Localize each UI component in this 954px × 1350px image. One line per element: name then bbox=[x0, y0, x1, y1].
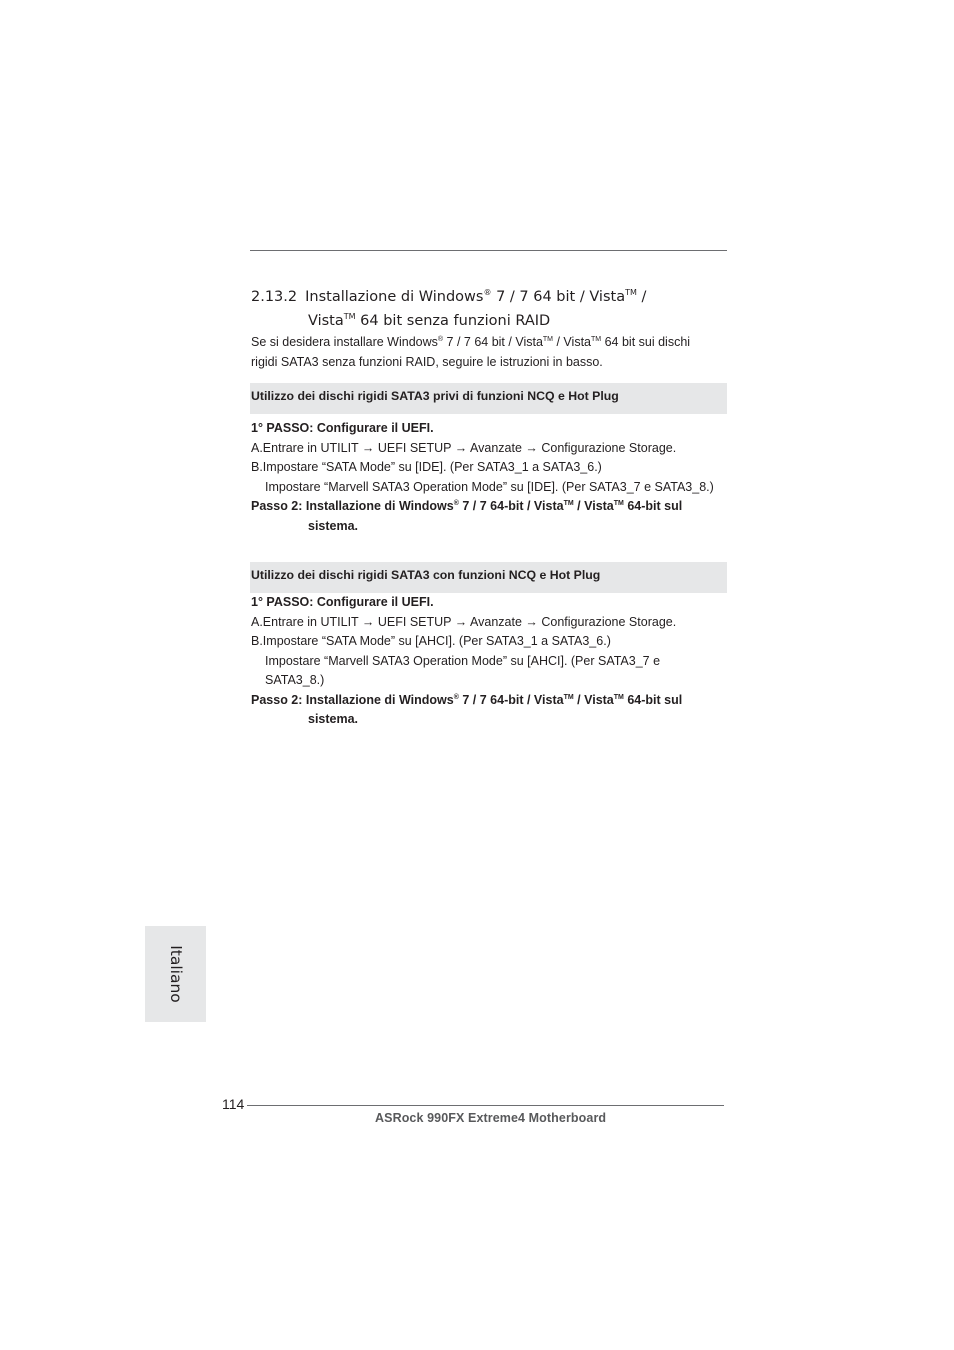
step-1-title: 1° PASSO: Configurare il UEFI. bbox=[251, 421, 434, 435]
trademark-mark: TM bbox=[343, 312, 356, 322]
step-2-text: 64-bit sul bbox=[623, 692, 683, 707]
step-b: B.Impostare “SATA Mode” su [AHCI]. (Per SATA3_1 a SATA3_6.) bbox=[251, 634, 611, 648]
section-heading bbox=[251, 285, 731, 333]
heading-text-4: Vista bbox=[308, 313, 344, 329]
step-2-text: Passo 2: Installazione di Windows bbox=[251, 499, 454, 513]
top-divider bbox=[250, 250, 727, 251]
step-a: A.Entrare in UTILIT → UEFI SETUP → Avanzate → Configurazione Storage. bbox=[251, 614, 677, 629]
step-b-detail: Impostare “Marvell SATA3 Operation Mode” su [IDE]. (Per SATA3_7 e SATA3_8.) bbox=[265, 479, 714, 494]
step-2-text: / Vista bbox=[573, 499, 614, 513]
step-2-continuation: sistema. bbox=[308, 712, 359, 726]
trademark-mark: TM bbox=[563, 693, 574, 701]
trademark-mark: TM bbox=[563, 499, 574, 507]
heading-text-3: / bbox=[636, 289, 647, 305]
heading-text-5: 64 bit senza funzioni RAID bbox=[355, 313, 551, 329]
registered-mark: ® bbox=[453, 693, 459, 701]
heading-text-2: 7 / 7 64 bit / Vista bbox=[491, 289, 626, 305]
section-number: 2.13.2 bbox=[251, 289, 298, 305]
registered-mark: ® bbox=[437, 335, 444, 343]
trademark-mark: TM bbox=[591, 335, 602, 343]
intro-text: / Vista bbox=[553, 335, 591, 349]
step-2-title bbox=[251, 693, 682, 707]
trademark-mark: TM bbox=[613, 499, 624, 507]
step-b-detail-cont: SATA3_8.) bbox=[265, 673, 325, 687]
step-2-text: Passo 2: Installazione di Windows bbox=[251, 692, 454, 707]
language-tab bbox=[145, 926, 206, 1022]
page-number: 114 bbox=[222, 1096, 245, 1112]
step-a: A.Entrare in UTILIT → UEFI SETUP → Avanzate → Configurazione Storage. bbox=[251, 440, 677, 455]
section-band-ide: Utilizzo dei dischi rigidi SATA3 privi di funzioni NCQ e Hot Plug bbox=[250, 383, 727, 414]
registered-mark: ® bbox=[483, 288, 492, 298]
step-b: B.Impostare “SATA Mode” su [IDE]. (Per SATA3_1 a SATA3_6.) bbox=[251, 460, 602, 474]
trademark-mark: TM bbox=[613, 693, 624, 701]
instructions-ahci bbox=[251, 593, 731, 730]
footer-product-name: ASRock 990FX Extreme4 Motherboard bbox=[375, 1111, 607, 1125]
section-band-ahci: Utilizzo dei dischi rigidi SATA3 con funzioni NCQ e Hot Plug bbox=[250, 562, 727, 593]
step-2-text: 64-bit sul bbox=[623, 499, 683, 513]
step-2-text: / Vista bbox=[573, 692, 614, 707]
intro-text: rigidi SATA3 senza funzioni RAID, seguire le istruzioni in basso. bbox=[251, 355, 603, 369]
step-2-continuation: sistema. bbox=[308, 518, 359, 533]
trademark-mark: TM bbox=[625, 288, 637, 298]
instructions-ide bbox=[251, 419, 731, 536]
intro-text: Se si desidera installare Windows bbox=[251, 335, 438, 349]
language-tab-label: Italiano bbox=[166, 945, 185, 1003]
step-2-text: 7 / 7 64-bit / Vista bbox=[458, 499, 564, 513]
step-2-title bbox=[251, 499, 682, 513]
step-2-text: 7 / 7 64-bit / Vista bbox=[458, 692, 564, 707]
intro-paragraph bbox=[251, 332, 727, 372]
registered-mark: ® bbox=[453, 499, 459, 507]
heading-text-1: Installazione di Windows bbox=[305, 289, 484, 305]
step-1-title: 1° PASSO: Configurare il UEFI. bbox=[251, 595, 434, 609]
trademark-mark: TM bbox=[542, 335, 554, 343]
footer-divider bbox=[247, 1105, 724, 1106]
step-b-detail: Impostare “Marvell SATA3 Operation Mode” su [AHCI]. (Per SATA3_7 e bbox=[265, 653, 661, 668]
intro-text: 64 bit sui dischi bbox=[601, 335, 691, 349]
heading-line-2 bbox=[251, 309, 731, 333]
intro-text: 7 / 7 64 bit / Vista bbox=[443, 335, 543, 349]
